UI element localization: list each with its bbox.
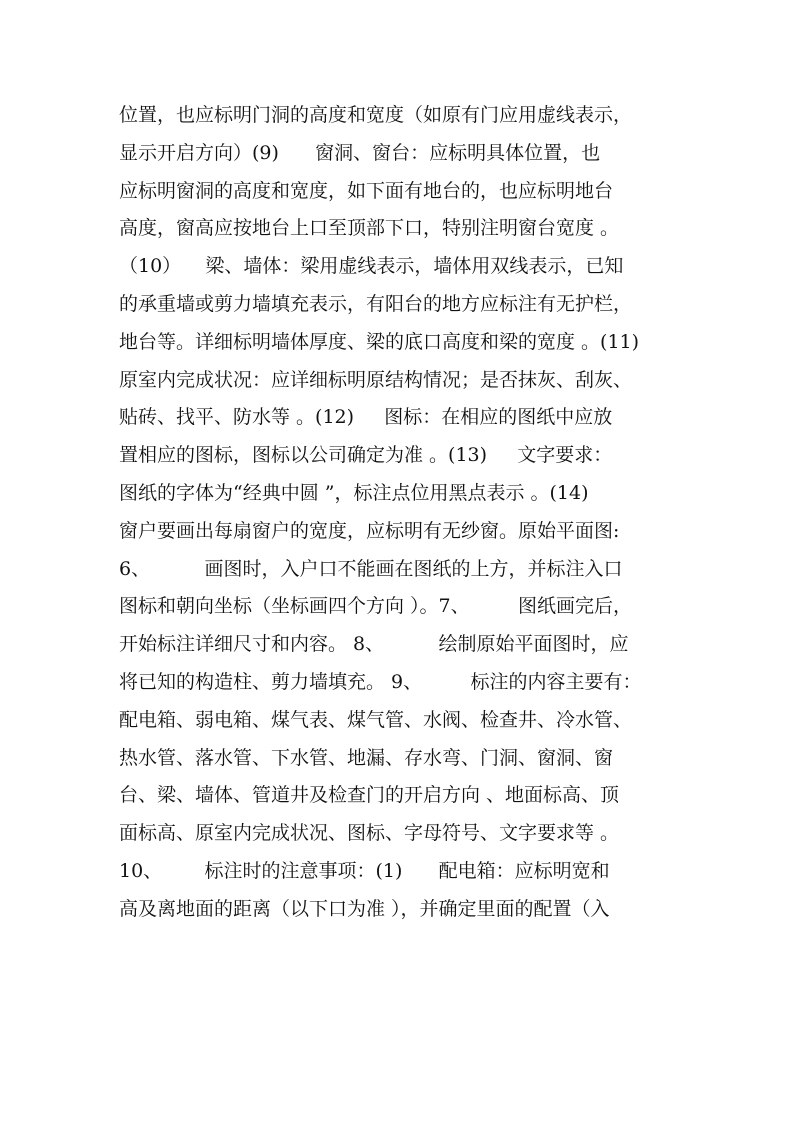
text-line-13: 6、 画图时，入户口不能画在图纸的上方，并标注入口 <box>119 557 623 580</box>
text-line-12: 窗户要画出每扇窗户的宽度，应标明有无纱窗。原始平面图: <box>119 519 620 542</box>
text-line-20: 面标高、原室内完成状况、图标、字母符号、文字要求等 。 <box>119 822 620 845</box>
text-line-2: 显示开启方向）(9) 窗洞、窗台：应标明具体位置，也 <box>119 141 601 164</box>
body-text <box>119 97 689 929</box>
text-line-9: 贴砖、找平、防水等 。(12) 图标：在相应的图纸中应放 <box>119 406 613 429</box>
text-line-11: 图纸的字体为“经典中圆 ”，标注点位用黑点表示 。(14) <box>119 481 589 504</box>
text-line-15: 开始标注详细尺寸和内容。 8、 绘制原始平面图时，应 <box>119 633 629 656</box>
text-line-7: 地台等。详细标明墙体厚度、梁的底口高度和梁的宽度 。(11) <box>119 330 640 353</box>
text-line-21: 10、 标注时的注意事项：(1) 配电箱：应标明宽和 <box>119 859 610 882</box>
text-line-22: 高及离地面的距离（以下口为准 ），并确定里面的配置（入 <box>119 897 610 920</box>
text-line-14: 图标和朝向坐标（坐标画四个方向 ）。7、 图纸画完后， <box>119 595 632 618</box>
text-line-4: 高度，窗高应按地台上口至顶部下口，特别注明窗台宽度 。 <box>119 217 620 240</box>
text-line-3: 应标明窗洞的高度和宽度，如下面有地台的，也应标明地台 <box>119 179 614 202</box>
text-line-10: 置相应的图标，图标以公司确定为准 。(13) 文字要求： <box>119 444 613 467</box>
text-line-18: 热水管、落水管、下水管、地漏、存水弯、门洞、窗洞、窗 <box>119 746 614 769</box>
text-line-16: 将已知的构造柱、剪力墙填充。 9、 标注的内容主要有： <box>119 670 642 693</box>
text-line-1: 位置，也应标明门洞的高度和宽度（如原有门应用虚线表示， <box>119 104 633 126</box>
text-line-5: （10） 梁、墙体：梁用虚线表示，墙体用双线表示，已知 <box>119 255 624 278</box>
text-line-8: 原室内完成状况：应详细标明原结构情况；是否抹灰、刮灰、 <box>119 368 633 391</box>
text-line-17: 配电箱、弱电箱、煤气表、煤气管、水阀、检查井、冷水管、 <box>119 708 633 731</box>
text-line-6: 的承重墙或剪力墙填充表示，有阳台的地方应标注有无护栏， <box>119 292 633 315</box>
text-line-19: 台、梁、墙体、管道井及检查门的开启方向 、地面标高、顶 <box>119 784 620 807</box>
